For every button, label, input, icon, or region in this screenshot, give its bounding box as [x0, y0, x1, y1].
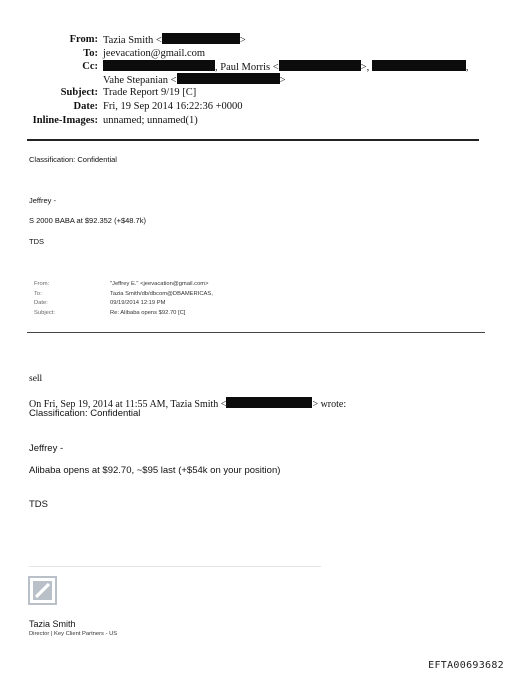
meta-date-value: 09/19/2014 12:19 PM [110, 300, 166, 306]
cc-label: Cc: [82, 61, 98, 72]
meta-to-label: To: [34, 291, 42, 297]
redaction-box [279, 60, 361, 71]
cc-value-2 [103, 73, 286, 87]
date-value: Fri, 19 Sep 2014 16:22:36 +0000 [103, 101, 243, 112]
signoff-1: TDS [29, 237, 44, 246]
redaction-box [162, 33, 240, 44]
inline-images-label: Inline-Images: [32, 115, 98, 126]
redaction-box [177, 73, 280, 84]
cc-value [103, 60, 468, 74]
meta-from-value: "Jeffrey E." <jeevacation@gmail.com> [110, 281, 209, 287]
from-name: Tazia Smith < [103, 35, 162, 46]
redaction-box [372, 60, 466, 71]
cc-vahe: Vahe Stepanian < [103, 75, 177, 86]
greeting-2: Jeffrey - [29, 443, 64, 454]
redaction-box [226, 397, 312, 408]
from-close: > [239, 35, 246, 46]
inline-images-value: unnamed; unnamed(1) [103, 115, 198, 126]
deutsche-bank-logo [28, 576, 57, 605]
to-label: To: [83, 48, 98, 59]
meta-date-label: Date: [34, 300, 48, 306]
signature-divider [29, 566, 321, 567]
cc-vahe-close: > [279, 75, 286, 86]
signoff-2: TDS [29, 499, 48, 510]
trade-line: S 2000 BABA at $92.352 (+$48.7k) [29, 216, 146, 225]
subject-value: Trade Report 9/19 [C] [103, 87, 197, 98]
meta-to-value: Tazia Smith/db/dbcom@DBAMERICAS, [110, 291, 213, 297]
reply-text: sell [29, 374, 43, 384]
wrote-prefix: On Fri, Sep 19, 2014 at 11:55 AM, Tazia Smith < [29, 399, 227, 410]
classification-1: Classification: Confidential [29, 155, 117, 164]
cc-trailing: , [465, 62, 469, 73]
from-label: From: [69, 34, 98, 45]
from-value [103, 33, 246, 47]
cc-sep: >, [360, 62, 370, 73]
header-divider [27, 139, 479, 141]
alibaba-message: Alibaba opens at $92.70, ~$95 last (+$54k on your position) [29, 465, 281, 476]
date-label: Date: [73, 101, 98, 112]
redaction-box [103, 60, 215, 71]
quote-divider [27, 332, 485, 333]
document-id: EFTA00693682 [428, 660, 504, 671]
greeting-1: Jeffrey - [29, 196, 56, 205]
meta-subject-label: Subject: [34, 310, 55, 316]
cc-paul: , Paul Morris < [215, 62, 279, 73]
meta-subject-value: Re: Alibaba opens $92.70 [C] [110, 310, 186, 316]
signature-title: Director | Key Client Partners - US [29, 631, 118, 637]
classification-2: Classification: Confidential [29, 408, 141, 419]
signature-name: Tazia Smith [29, 619, 76, 629]
wrote-suffix: > wrote: [312, 399, 347, 410]
to-value: jeevacation@gmail.com [103, 48, 206, 59]
meta-from-label: From: [34, 281, 50, 287]
subject-label: Subject: [60, 87, 98, 98]
